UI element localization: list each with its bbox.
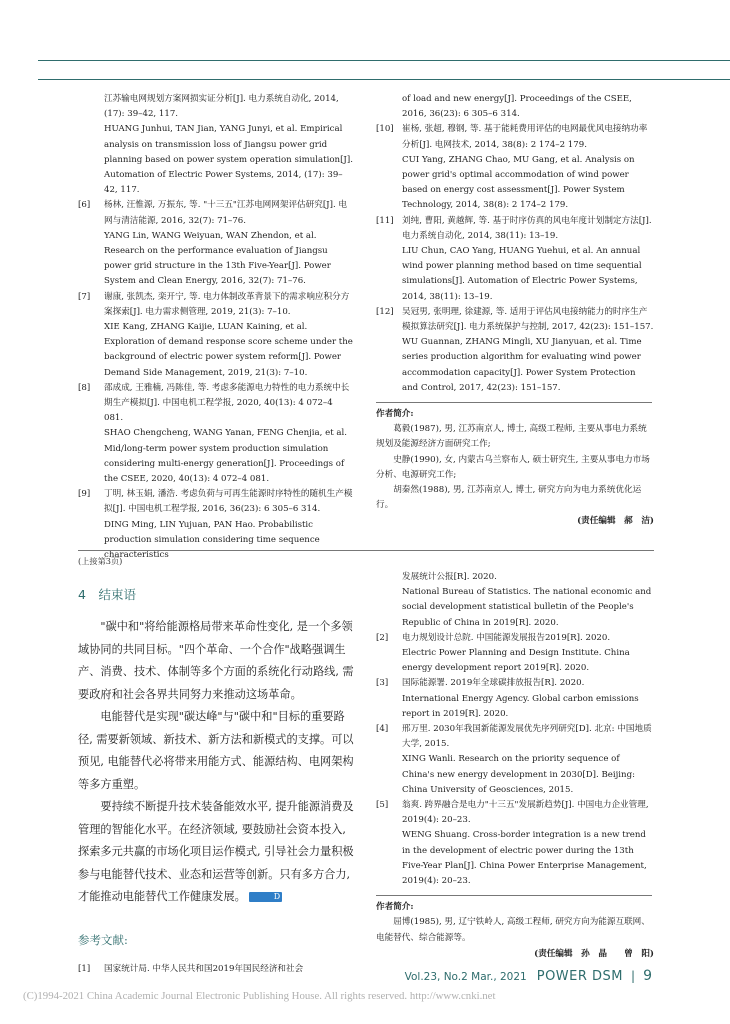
reference-cn: 刘纯, 曹阳, 黄越辉, 等. 基于时序仿真的风电年度计划制定方法[J]. 电力系统自动化, 2014, 38(11): 13–19. (402, 215, 652, 241)
authors-title: 作者简介: (376, 409, 414, 420)
author-bio: 史静(1990), 女, 内蒙古乌兰察布人, 硕士研究生, 主要从事电力市场分析、电源研究工作; (376, 454, 650, 480)
reference-number: [8] (78, 382, 91, 393)
ref-1-continued-cn: 发展统计公报[R]. 2020. (402, 572, 497, 582)
reference-entry (78, 487, 354, 517)
reference-cn: 国际能源署. 2019年全球碳排放报告[R]. 2020. (402, 678, 585, 689)
reference-cn: 吴冠男, 张明理, 徐建源, 等. 适用于评估风电接纳能力的时序生产模拟算法研究[J]. 电力系统保护与控制, 2017, 42(23): 151–157. (402, 306, 654, 333)
end-mark-icon: D (249, 892, 282, 902)
reference-entry (376, 676, 654, 691)
reference-en: WENG Shuang. Cross-border integration is a new trend in the development of electric power during the 13th Five-Year Plan[J]. China Power Enterprise Management, 2019(4): 20–23. (402, 830, 647, 887)
article-divider (78, 550, 654, 551)
reference-en: XIE Kang, ZHANG Kaijie, LUAN Kaining, et al. Exploration of demand response score scheme under the background of electric power system reform[J]. Power Demand Side Management, 2019, 21(3): 7–10. (104, 322, 353, 378)
bottom-left-column (78, 587, 354, 977)
bottom-right-column (376, 570, 654, 962)
reference-number: [5] (376, 800, 389, 811)
authors-title: 作者简介: (376, 902, 414, 913)
copyright-watermark: (C)1994-2021 China Academic Journal Electronic Publishing House. All rights reserved. http://www.cnki.net (23, 990, 496, 1002)
reference-cn: 国家统计局. 中华人民共和国2019年国民经济和社会 (104, 963, 304, 974)
body-paragraph (78, 796, 354, 909)
reference-entry (376, 305, 654, 335)
reference-en: DING Ming, LIN Yujuan, PAN Hao. Probabilistic production simulation considering time sequence characteristics (104, 519, 320, 561)
reference-en: CUI Yang, ZHANG Chao, MU Gang, et al. Analysis on power grid's optimal accommodation of wind power based on energy cost assessment[J]. Power System Technology, 2014, 38(8): 2 174–2 179. (402, 154, 635, 211)
header-rule-bottom (38, 79, 730, 80)
reference-entry (78, 198, 354, 228)
continued-note: (上接第3页) (78, 556, 123, 566)
reference-cn: 杨林, 汪惟源, 万振东, 等. "十三五"江苏电网网架评估研究[J]. 电网与清洁能源, 2016, 32(7): 71–76. (104, 200, 348, 226)
reference-number: [11] (376, 215, 394, 226)
reference-cn: 翁爽. 跨界融合是电力"十三五"发展新趋势[J]. 中国电力企业管理, 2019(4): 20–23. (402, 800, 649, 826)
reference-cn: 崔杨, 张超, 穆钢, 等. 基于能耗费用评估的电网最优风电接纳功率分析[J]. 电网技术, 2014, 38(8): 2 174–2 179. (402, 124, 648, 150)
author-bio: 屈博(1985), 男, 辽宁铁岭人, 高级工程师, 研究方向为能源互联网、电能替代、综合能源等。 (376, 917, 650, 943)
journal-name: POWER DSM (536, 969, 624, 984)
reference-entry (376, 214, 654, 244)
authors-divider (376, 402, 652, 403)
page-number: 9 (643, 968, 652, 984)
responsible-editor: (责任编辑 孙 晶 曾 阳) (534, 948, 654, 959)
reference-en: Electric Power Planning and Design Institute. China energy development report 2019[R]. 2020. (402, 648, 630, 674)
reference-number: [7] (78, 291, 91, 302)
body-paragraph: 电能替代是实现"碳达峰"与"碳中和"目标的重要路径, 需要新领域、新技术、新方法和新模式的支撑。可以预见, 电能替代必将带来用能方式、能源结构、电网架构等多方重塑。 (78, 710, 354, 791)
reference-cn: 邵成成, 王雅楠, 冯陈佳, 等. 考虑多能源电力特性的电力系统中长期生产模拟[J]. 中国电机工程学报, 2020, 40(13): 4 072–4 081. (104, 382, 350, 424)
reference-entry (376, 722, 654, 752)
reference-entry (376, 798, 654, 828)
ref-1-continued-en: National Bureau of Statistics. The national economic and social development statistical bulletin of the People's Republic of China in 2019[R]. 2020. (402, 587, 652, 628)
section-heading: 4 结束语 (78, 587, 136, 602)
reference-entry (78, 290, 354, 320)
reference-entry (78, 962, 354, 977)
reference-en: XING Wanli. Research on the priority sequence of China's new energy development in 2030[D]. Beijing: China University of Geosciences, 2015. (402, 754, 635, 795)
body-paragraph-text: 要持续不断提升技术装备能效水平, 提升能源消费及管理的智能化水平。在经济领域, 要鼓励社会资本投入, 探索多元共赢的市场化项目运作模式, 引导社会力量积极参与电能替代技术、业态和运营等创新。只有多方合力, 才能推动电能替代工作健康发展。 (78, 800, 354, 904)
reference-number: [4] (376, 724, 389, 735)
reference-number: [12] (376, 306, 394, 317)
ref-9-continued-en: of load and new energy[J]. Proceedings of the CSEE, 2016, 36(23): 6 305–6 314. (402, 94, 632, 120)
footer-separator: | (631, 969, 636, 983)
top-left-column (78, 92, 354, 563)
reference-en: LIU Chun, CAO Yang, HUANG Yuehui, et al. An annual wind power planning method based on time sequential simulations[J]. Automation of Electric Power Systems, 2014, 38(11): 13–19. (402, 246, 642, 302)
references-heading: 参考文献: (78, 932, 128, 947)
ref-5-continued-en: HUANG Junhui, TAN Jian, YANG Junyi, et al. Empirical analysis on transmission loss of Jiangsu power grid planning based on power system operation simulation[J]. Automation of Electric Power Systems, 2014, (17): 39–42, 117. (104, 124, 353, 196)
reference-number: [3] (376, 678, 389, 689)
reference-cn: 谢康, 张凯杰, 栾开宁, 等. 电力体制改革背景下的需求响应积分方案探索[J]. 电力需求侧管理, 2019, 21(3): 7–10. (104, 291, 350, 317)
reference-number: [2] (376, 632, 389, 643)
reference-en: International Energy Agency. Global carbon emissions report in 2019[R]. 2020. (402, 693, 639, 719)
reference-cn: 电力规划设计总院. 中国能源发展报告2019[R]. 2020. (402, 632, 611, 643)
header-rule-top (38, 60, 730, 61)
reference-cn: 邢万里. 2030年我国新能源发展优先序列研究[D]. 北京: 中国地质大学, 2015. (402, 724, 652, 750)
author-bio: 胡秦然(1988), 男, 江苏南京人, 博士, 研究方向为电力系统优化运行。 (376, 485, 642, 511)
top-right-column (376, 92, 654, 530)
author-bio: 葛毅(1987), 男, 江苏南京人, 博士, 高级工程师, 主要从事电力系统规划及能源经济方面研究工作; (376, 424, 647, 450)
ref-5-continued-cn: 江苏输电网规划方案网损实证分析[J]. 电力系统自动化, 2014, (17): 39–42, 117. (104, 94, 339, 120)
page-footer (405, 968, 652, 984)
reference-cn: 丁明, 林玉娟, 潘浩. 考虑负荷与可再生能源时序特性的随机生产模拟[J]. 中国电机工程学报, 2016, 36(23): 6 305–6 314. (104, 489, 353, 515)
reference-number: [1] (78, 963, 91, 974)
responsible-editor: (责任编辑 郝 洁) (577, 516, 654, 527)
journal-volume: Vol.23, No.2 Mar., 2021 (404, 971, 527, 983)
reference-number: [9] (78, 489, 91, 500)
reference-en: WU Guannan, ZHANG Mingli, XU Jianyuan, et al. Time series production algorithm for evaluating wind power accommodation capacity[J]. Power System Protection and Control, 2017, 42(23): 151–157. (402, 337, 642, 393)
reference-en: SHAO Chengcheng, WANG Yanan, FENG Chenjia, et al. Mid/long-term power system production simulation considering multi-energy generation[J]. Proceedings of the CSEE, 2020, 40(13): 4 072–4 081. (104, 428, 347, 485)
authors-divider (376, 895, 652, 896)
reference-entry (376, 122, 654, 152)
reference-en: YANG Lin, WANG Weiyuan, WAN Zhendon, et al. Research on the performance evaluation of Jiangsu power grid structure in the 13th Five-Year[J]. Power System and Clean Energy, 2016, 32(7): 71–76. (104, 230, 331, 287)
reference-entry (78, 381, 354, 427)
reference-number: [10] (376, 124, 394, 135)
reference-entry (376, 631, 654, 646)
reference-number: [6] (78, 200, 91, 211)
body-paragraph: "碳中和"将给能源格局带来革命性变化, 是一个多领域协同的共同目标。"四个革命、一个合作"战略强调生产、消费、技术、体制等多个方面的系统化行动路线, 需要政府和社会各界共同努力来推动这场革命。 (78, 620, 354, 701)
